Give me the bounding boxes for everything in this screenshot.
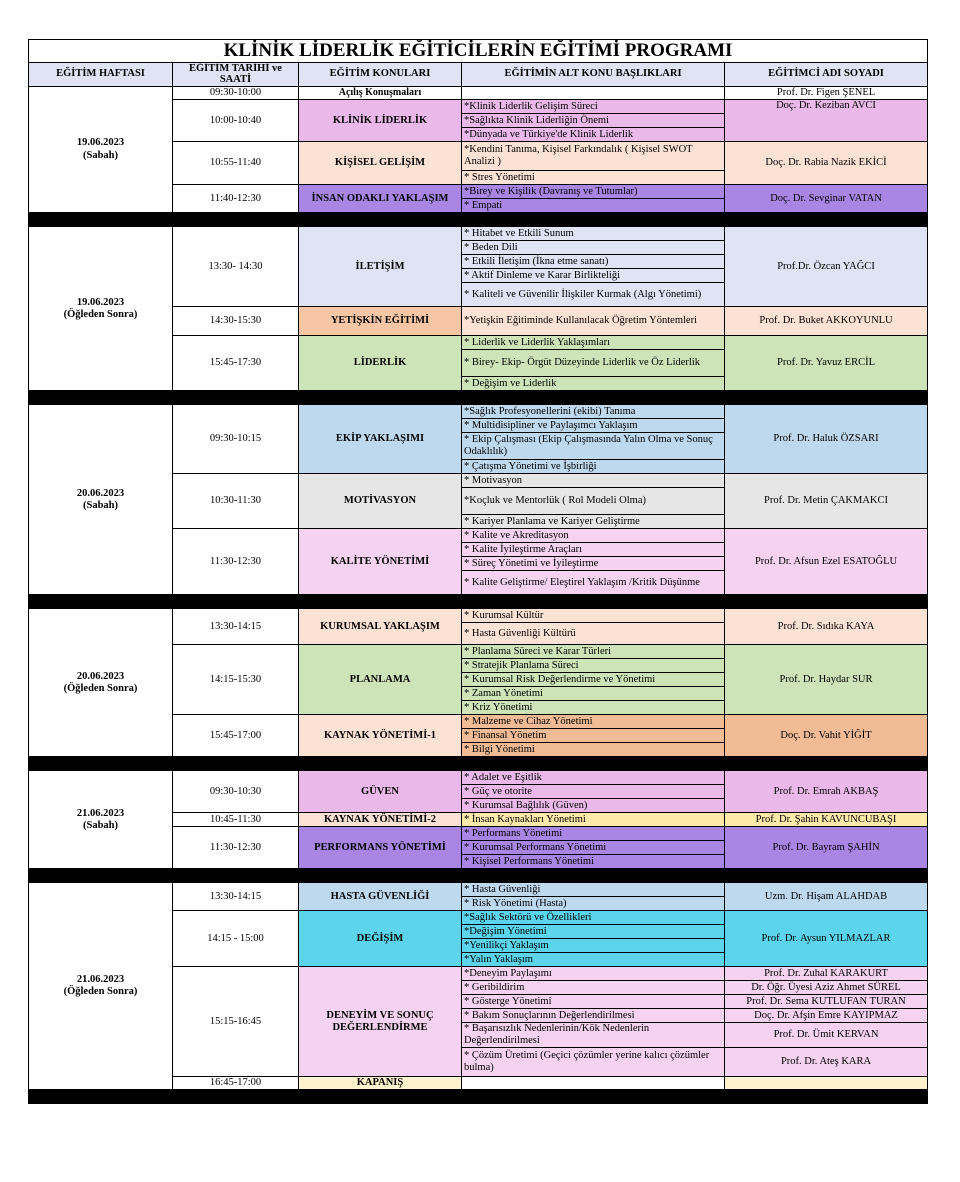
subtopic-cell: *Deneyim Paylaşımı [462, 967, 725, 981]
week-cell [29, 405, 173, 595]
session-topic: KAYNAK YÖNETİMİ-2 [299, 813, 462, 827]
week-date: 19.06.2023 [76, 137, 125, 149]
subtopic-cell: * Kişisel Performans Yönetimi [462, 855, 725, 869]
subtopic-cell: * Geribildirim [462, 981, 725, 995]
schedule-row [29, 883, 928, 897]
subtopic-cell: * Risk Yönetimi (Hasta) [462, 897, 725, 911]
trainer-cell: Doç. Dr. Sevginar VATAN [725, 185, 928, 213]
subtopic-cell: * Çözüm Üretimi (Geçici çözümler yerine kalıcı çözümler bulma) [462, 1048, 725, 1077]
week-date: 20.06.2023 [76, 487, 125, 499]
subtopic-cell: * Empati [462, 199, 725, 213]
subtopic-cell: * Stres Yönetimi [462, 171, 725, 185]
subtopic-cell: * Motivasyon [462, 474, 725, 488]
separator-bar [29, 391, 928, 405]
session-topic: MOTİVASYON [299, 474, 462, 529]
schedule-row [29, 87, 928, 100]
subtopic-cell: * Kalite İyileştirme Araçları [462, 543, 725, 557]
subtopic-cell: * Finansal Yönetim [462, 729, 725, 743]
session-topic: İNSAN ODAKLI YAKLAŞIM [299, 185, 462, 213]
subtopic-cell: * Etkili İletişim (İkna etme sanatı) [462, 255, 725, 269]
trainer-cell: Prof. Dr. Afsun Ezel ESATOĞLU [725, 529, 928, 595]
subtopic-cell: *Koçluk ve Mentorlük ( Rol Modeli Olma) [462, 488, 725, 515]
header-datetime: EĞİTİM TARİHİ ve SAATİ [173, 63, 299, 87]
trainer-cell: Prof. Dr. Haluk ÖZSARI [725, 405, 928, 474]
session-time: 13:30-14:15 [173, 883, 299, 911]
subtopic-cell: * Gösterge Yönetimi [462, 995, 725, 1009]
session-time: 13:30-14:15 [173, 609, 299, 645]
session-time: 14:15-15:30 [173, 645, 299, 715]
program-sheet [28, 39, 927, 1104]
week-part: (Sabah) [82, 499, 118, 511]
trainer-cell: Prof. Dr. Buket AKKOYUNLU [725, 307, 928, 336]
session-time: 10:30-11:30 [173, 474, 299, 529]
session-topic: PERFORMANS YÖNETİMİ [299, 827, 462, 869]
schedule-row [29, 405, 928, 419]
trainer-cell: Prof. Dr. Zuhal KARAKURT [725, 967, 928, 981]
session-topic: KİŞİSEL GELİŞİM [299, 142, 462, 185]
subtopic-cell: *Yalın Yaklaşım [462, 953, 725, 967]
session-topic: HASTA GÜVENLİĞİ [299, 883, 462, 911]
trainer-cell: Prof. Dr. Emrah AKBAŞ [725, 771, 928, 813]
week-cell [29, 609, 173, 757]
session-time: 14:30-15:30 [173, 307, 299, 336]
trainer-cell: Uzm. Dr. Hişam ALAHDAB [725, 883, 928, 911]
subtopic-cell [462, 1077, 725, 1090]
session-time: 10:55-11:40 [173, 142, 299, 185]
subtopic-cell: * Hasta Güvenliği [462, 883, 725, 897]
schedule-row [29, 227, 928, 241]
session-time: 11:30-12:30 [173, 529, 299, 595]
block-separator [29, 1090, 928, 1104]
session-topic: KAYNAK YÖNETİMİ-1 [299, 715, 462, 757]
trainer-cell: Doç. Dr. Keziban AVCI [725, 100, 928, 142]
trainer-cell: Prof. Dr. Ateş KARA [725, 1048, 928, 1077]
trainer-cell [725, 1077, 928, 1090]
week-part: (Sabah) [82, 149, 118, 161]
subtopic-cell: *Sağlıkta Klinik Liderliğin Önemi [462, 114, 725, 128]
header-subtopics: EĞİTİMİN ALT KONU BAŞLIKLARI [462, 63, 725, 87]
session-time: 10:00-10:40 [173, 100, 299, 142]
subtopic-cell: * Kurumsal Performans Yönetimi [462, 841, 725, 855]
block-separator [29, 757, 928, 771]
session-time: 10:45-11:30 [173, 813, 299, 827]
subtopic-cell: * Hasta Güvenliği Kültürü [462, 623, 725, 645]
session-time: 11:30-12:30 [173, 827, 299, 869]
session-topic: İLETİŞİM [299, 227, 462, 307]
block-separator [29, 391, 928, 405]
subtopic-cell: * Kurumsal Bağlılık (Güven) [462, 799, 725, 813]
subtopic-cell: *Dünyada ve Türkiye'de Klinik Liderlik [462, 128, 725, 142]
subtopic-cell: *Sağlık Profesyonellerini (ekibi) Tanıma [462, 405, 725, 419]
session-topic: PLANLAMA [299, 645, 462, 715]
session-time: 09:30-10:30 [173, 771, 299, 813]
subtopic-cell: * Bakım Sonuçlarının Değerlendirilmesi [462, 1009, 725, 1023]
header-topics: EĞİTİM KONULARI [299, 63, 462, 87]
trainer-cell: Prof. Dr. Metin ÇAKMAKCI [725, 474, 928, 529]
trainer-cell: Prof. Dr. Haydar SUR [725, 645, 928, 715]
subtopic-cell: *Klinik Liderlik Gelişim Süreci [462, 100, 725, 114]
subtopic-cell: * Adalet ve Eşitlik [462, 771, 725, 785]
subtopic-cell: * İnsan Kaynakları Yönetimi [462, 813, 725, 827]
week-part: (Öğleden Sonra) [63, 986, 138, 998]
subtopic-cell: * Kriz Yönetimi [462, 701, 725, 715]
subtopic-cell: *Sağlık Sektörü ve Özellikleri [462, 911, 725, 925]
session-time: 15:45-17:00 [173, 715, 299, 757]
subtopic-cell: * Aktif Dinleme ve Karar Birlikteliği [462, 269, 725, 283]
trainer-cell: Dr. Öğr. Üyesi Aziz Ahmet SÜREL [725, 981, 928, 995]
session-time: 11:40-12:30 [173, 185, 299, 213]
session-time: 16:45-17:00 [173, 1077, 299, 1090]
trainer-cell: Prof. Dr. Bayram ŞAHİN [725, 827, 928, 869]
subtopic-cell: * Başarısızlık Nedenlerinin/Kök Nedenlerin Değerlendirilmesi [462, 1023, 725, 1048]
session-topic: KLİNİK LİDERLİK [299, 100, 462, 142]
trainer-cell: Prof. Dr. Aysun YILMAZLAR [725, 911, 928, 967]
week-cell [29, 227, 173, 391]
block-separator [29, 595, 928, 609]
separator-bar [29, 1090, 928, 1104]
subtopic-cell: * Kurumsal Risk Değerlendirme ve Yönetimi [462, 673, 725, 687]
week-date: 21.06.2023 [76, 974, 125, 986]
subtopic-cell: * Kariyer Planlama ve Kariyer Geliştirme [462, 515, 725, 529]
session-time: 15:15-16:45 [173, 967, 299, 1077]
subtopic-cell: * Ekip Çalışması (Ekip Çalışmasında Yalın Olma ve Sonuç Odaklılık) [462, 433, 725, 460]
subtopic-cell: * Kurumsal Kültür [462, 609, 725, 623]
subtopic-cell: * Beden Dili [462, 241, 725, 255]
week-date: 19.06.2023 [76, 296, 125, 308]
session-topic: DENEYİM VE SONUÇ DEĞERLENDİRME [299, 967, 462, 1077]
block-separator [29, 869, 928, 883]
week-cell [29, 87, 173, 213]
subtopic-cell: *Kendini Tanıma, Kişisel Farkındalık ( Kişisel SWOT Analizi ) [462, 142, 725, 171]
subtopic-cell: * Kalite Geliştirme/ Eleştirel Yaklaşım /Kritik Düşünme [462, 571, 725, 595]
header-trainer: EĞİTİMCİ ADI SOYADI [725, 63, 928, 87]
subtopic-cell: * Multidisipliner ve Paylaşımcı Yaklaşım [462, 419, 725, 433]
week-part: (Öğleden Sonra) [63, 682, 138, 694]
week-date: 20.06.2023 [76, 670, 125, 682]
week-part: (Sabah) [82, 819, 118, 831]
trainer-cell: Prof. Dr. Ümit KERVAN [725, 1023, 928, 1048]
session-topic: GÜVEN [299, 771, 462, 813]
week-cell [29, 883, 173, 1090]
subtopic-cell [462, 87, 725, 100]
session-topic: LİDERLİK [299, 336, 462, 391]
subtopic-cell: * Performans Yönetimi [462, 827, 725, 841]
block-separator [29, 213, 928, 227]
session-topic: KURUMSAL YAKLAŞIM [299, 609, 462, 645]
session-time: 14:15 - 15:00 [173, 911, 299, 967]
subtopic-cell: * Planlama Süreci ve Karar Türleri [462, 645, 725, 659]
subtopic-cell: * Bilgi Yönetimi [462, 743, 725, 757]
subtopic-cell: *Değişim Yönetimi [462, 925, 725, 939]
subtopic-cell: * Kalite ve Akreditasyon [462, 529, 725, 543]
session-topic: KAPANIŞ [299, 1077, 462, 1090]
header-week: EĞİTİM HAFTASI [29, 63, 173, 87]
week-part: (Öğleden Sonra) [63, 308, 138, 320]
subtopic-cell: * Liderlik ve Liderlik Yaklaşımları [462, 336, 725, 350]
subtopic-cell: * Süreç Yönetimi ve İyileştirme [462, 557, 725, 571]
trainer-cell: Doç. Dr. Vahit YİĞİT [725, 715, 928, 757]
session-topic: Açılış Konuşmaları [299, 87, 462, 100]
separator-bar [29, 595, 928, 609]
trainer-cell: Prof. Dr. Sema KUTLUFAN TURAN [725, 995, 928, 1009]
subtopic-cell: *Yetişkin Eğitiminde Kullanılacak Öğretim Yöntemleri [462, 307, 725, 336]
subtopic-cell: * Zaman Yönetimi [462, 687, 725, 701]
session-topic: DEĞİŞİM [299, 911, 462, 967]
session-topic: EKİP YAKLAŞIMI [299, 405, 462, 474]
schedule-row [29, 771, 928, 785]
subtopic-cell: * Stratejik Planlama Süreci [462, 659, 725, 673]
session-topic: YETİŞKİN EĞİTİMİ [299, 307, 462, 336]
trainer-cell: Prof. Dr. Şahin KAVUNCUBAŞI [725, 813, 928, 827]
trainer-cell: Prof.Dr. Özcan YAĞCI [725, 227, 928, 307]
subtopic-cell: * Değişim ve Liderlik [462, 377, 725, 391]
subtopic-cell: *Yenilikçi Yaklaşım [462, 939, 725, 953]
session-time: 13:30- 14:30 [173, 227, 299, 307]
trainer-cell: Doç. Dr. Afşin Emre KAYIPMAZ [725, 1009, 928, 1023]
program-table [28, 39, 928, 1104]
trainer-cell: Doç. Dr. Rabia Nazik EKİCİ [725, 142, 928, 185]
subtopic-cell: * Hitabet ve Etkili Sunum [462, 227, 725, 241]
trainer-cell: Prof. Dr. Yavuz ERCİL [725, 336, 928, 391]
schedule-row [29, 609, 928, 623]
subtopic-cell: * Malzeme ve Cihaz Yönetimi [462, 715, 725, 729]
subtopic-cell: * Birey- Ekip- Örgüt Düzeyinde Liderlik ve Öz Liderlik [462, 350, 725, 377]
separator-bar [29, 757, 928, 771]
subtopic-cell: * Çatışma Yönetimi ve İşbirliği [462, 460, 725, 474]
session-time: 09:30-10:00 [173, 87, 299, 100]
subtopic-cell: *Birey ve Kişilik (Davranış ve Tutumlar) [462, 185, 725, 199]
week-date: 21.06.2023 [76, 807, 125, 819]
trainer-cell: Prof. Dr. Figen ŞENEL [725, 87, 928, 100]
session-topic: KALİTE YÖNETİMİ [299, 529, 462, 595]
separator-bar [29, 869, 928, 883]
page-title: KLİNİK LİDERLİK EĞİTİCİLERİN EĞİTİMİ PROGRAMI [29, 40, 928, 63]
session-time: 09:30-10:15 [173, 405, 299, 474]
session-time: 15:45-17:30 [173, 336, 299, 391]
trainer-cell: Prof. Dr. Sıdıka KAYA [725, 609, 928, 645]
separator-bar [29, 213, 928, 227]
week-cell [29, 771, 173, 869]
subtopic-cell: * Kaliteli ve Güvenilir İlişkiler Kurmak (Algı Yönetimi) [462, 283, 725, 307]
subtopic-cell: * Güç ve otorite [462, 785, 725, 799]
